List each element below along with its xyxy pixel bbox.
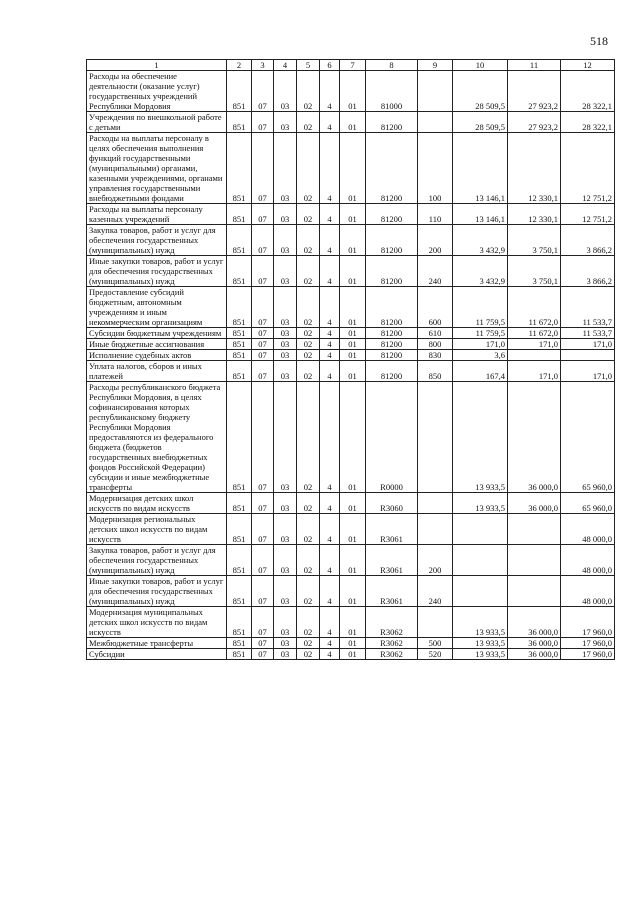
cell-col-5: 02 bbox=[297, 71, 320, 112]
cell-col-5: 02 bbox=[297, 649, 320, 660]
cell-col-2: 851 bbox=[227, 514, 252, 545]
cell-col-11: 11 672,0 bbox=[508, 287, 561, 328]
cell-col-12: 28 322,1 bbox=[561, 112, 615, 133]
cell-col-12: 11 533,7 bbox=[561, 287, 615, 328]
column-header-4: 4 bbox=[274, 60, 297, 71]
cell-col-7: 01 bbox=[340, 361, 366, 382]
cell-col-10 bbox=[453, 576, 508, 607]
cell-col-9: 110 bbox=[418, 204, 453, 225]
cell-col-3: 07 bbox=[252, 328, 274, 339]
cell-col-12: 28 322,1 bbox=[561, 71, 615, 112]
cell-col-7: 01 bbox=[340, 493, 366, 514]
cell-col-9 bbox=[418, 493, 453, 514]
cell-col-11 bbox=[508, 350, 561, 361]
cell-col-12: 12 751,2 bbox=[561, 204, 615, 225]
cell-col-10: 13 146,1 bbox=[453, 204, 508, 225]
cell-col-8: 81200 bbox=[366, 350, 418, 361]
cell-col-10: 13 933,5 bbox=[453, 493, 508, 514]
cell-col-3: 07 bbox=[252, 350, 274, 361]
cell-col-8: 81200 bbox=[366, 256, 418, 287]
table-row bbox=[87, 361, 615, 382]
cell-col-4: 03 bbox=[274, 339, 297, 350]
cell-col-9: 100 bbox=[418, 133, 453, 204]
cell-col-2: 851 bbox=[227, 350, 252, 361]
cell-col-11: 171,0 bbox=[508, 339, 561, 350]
table-row bbox=[87, 204, 615, 225]
cell-col-5: 02 bbox=[297, 256, 320, 287]
cell-col-2: 851 bbox=[227, 339, 252, 350]
cell-col-11: 36 000,0 bbox=[508, 382, 561, 493]
table-row bbox=[87, 576, 615, 607]
cell-col-3: 07 bbox=[252, 256, 274, 287]
cell-col-2: 851 bbox=[227, 112, 252, 133]
cell-col-8: 81000 bbox=[366, 71, 418, 112]
cell-col-3: 07 bbox=[252, 112, 274, 133]
cell-col-11: 36 000,0 bbox=[508, 638, 561, 649]
cell-col-12: 17 960,0 bbox=[561, 607, 615, 638]
cell-col-7: 01 bbox=[340, 649, 366, 660]
column-header-9: 9 bbox=[418, 60, 453, 71]
cell-col-7: 01 bbox=[340, 133, 366, 204]
cell-col-10: 13 933,5 bbox=[453, 649, 508, 660]
cell-col-10: 3 432,9 bbox=[453, 256, 508, 287]
cell-col-10: 171,0 bbox=[453, 339, 508, 350]
table-row bbox=[87, 649, 615, 660]
cell-col-3: 07 bbox=[252, 361, 274, 382]
cell-col-9: 520 bbox=[418, 649, 453, 660]
cell-col-9: 200 bbox=[418, 545, 453, 576]
table-row bbox=[87, 71, 615, 112]
cell-col-4: 03 bbox=[274, 493, 297, 514]
budget-table bbox=[86, 59, 615, 660]
cell-col-11: 3 750,1 bbox=[508, 225, 561, 256]
cell-col-3: 07 bbox=[252, 607, 274, 638]
cell-col-10: 13 933,5 bbox=[453, 382, 508, 493]
cell-col-2: 851 bbox=[227, 576, 252, 607]
cell-col-10: 11 759,5 bbox=[453, 328, 508, 339]
cell-col-2: 851 bbox=[227, 493, 252, 514]
cell-col-2: 851 bbox=[227, 225, 252, 256]
cell-col-8: R3061 bbox=[366, 576, 418, 607]
cell-col-8: 81200 bbox=[366, 361, 418, 382]
cell-col-4: 03 bbox=[274, 638, 297, 649]
cell-col-2: 851 bbox=[227, 133, 252, 204]
cell-col-7: 01 bbox=[340, 514, 366, 545]
cell-col-12: 171,0 bbox=[561, 361, 615, 382]
cell-col-6: 4 bbox=[320, 225, 340, 256]
cell-col-4: 03 bbox=[274, 225, 297, 256]
cell-col-6: 4 bbox=[320, 204, 340, 225]
cell-col-7: 01 bbox=[340, 638, 366, 649]
cell-col-3: 07 bbox=[252, 576, 274, 607]
cell-col-11: 3 750,1 bbox=[508, 256, 561, 287]
cell-col-10 bbox=[453, 514, 508, 545]
cell-col-7: 01 bbox=[340, 328, 366, 339]
cell-col-11 bbox=[508, 545, 561, 576]
column-header-3: 3 bbox=[252, 60, 274, 71]
cell-col-3: 07 bbox=[252, 649, 274, 660]
cell-col-11: 12 330,1 bbox=[508, 204, 561, 225]
cell-col-12 bbox=[561, 350, 615, 361]
cell-col-3: 07 bbox=[252, 545, 274, 576]
table-row bbox=[87, 287, 615, 328]
cell-col-10: 13 933,5 bbox=[453, 607, 508, 638]
row-name-cell: Иные бюджетные ассигнования bbox=[87, 339, 227, 350]
table-row bbox=[87, 607, 615, 638]
cell-col-7: 01 bbox=[340, 112, 366, 133]
table-row bbox=[87, 328, 615, 339]
cell-col-9 bbox=[418, 71, 453, 112]
cell-col-12: 65 960,0 bbox=[561, 493, 615, 514]
cell-col-12: 48 000,0 bbox=[561, 576, 615, 607]
column-header-2: 2 bbox=[227, 60, 252, 71]
cell-col-10: 3 432,9 bbox=[453, 225, 508, 256]
row-name-cell: Закупка товаров, работ и услуг для обеспечения государственных (муниципальных) нужд bbox=[87, 545, 227, 576]
cell-col-9 bbox=[418, 514, 453, 545]
cell-col-10: 13 146,1 bbox=[453, 133, 508, 204]
cell-col-6: 4 bbox=[320, 133, 340, 204]
cell-col-5: 02 bbox=[297, 204, 320, 225]
cell-col-6: 4 bbox=[320, 71, 340, 112]
cell-col-5: 02 bbox=[297, 576, 320, 607]
cell-col-2: 851 bbox=[227, 607, 252, 638]
cell-col-8: R3060 bbox=[366, 493, 418, 514]
cell-col-5: 02 bbox=[297, 545, 320, 576]
cell-col-11: 12 330,1 bbox=[508, 133, 561, 204]
cell-col-5: 02 bbox=[297, 361, 320, 382]
row-name-cell: Расходы на обеспечение деятельности (оказание услуг) государственных учреждений Республики Мордовия bbox=[87, 71, 227, 112]
cell-col-3: 07 bbox=[252, 71, 274, 112]
row-name-cell: Модернизация муниципальных детских школ искусств по видам искусств bbox=[87, 607, 227, 638]
cell-col-4: 03 bbox=[274, 133, 297, 204]
cell-col-10: 11 759,5 bbox=[453, 287, 508, 328]
cell-col-12: 65 960,0 bbox=[561, 382, 615, 493]
cell-col-12: 171,0 bbox=[561, 339, 615, 350]
cell-col-4: 03 bbox=[274, 287, 297, 328]
row-name-cell: Расходы республиканского бюджета Республики Мордовия, в целях софинансирования которых республиканскому бюджету Республики Мордовия предоставляются из федерального бюджета (бюджетов государственных внебюджетных фондов Российской Федерации) субсидии и иные межбюджетные трансферты bbox=[87, 382, 227, 493]
cell-col-12: 3 866,2 bbox=[561, 225, 615, 256]
cell-col-5: 02 bbox=[297, 287, 320, 328]
cell-col-11: 36 000,0 bbox=[508, 649, 561, 660]
cell-col-4: 03 bbox=[274, 350, 297, 361]
table-row bbox=[87, 133, 615, 204]
cell-col-8: 81200 bbox=[366, 133, 418, 204]
cell-col-5: 02 bbox=[297, 328, 320, 339]
cell-col-9: 610 bbox=[418, 328, 453, 339]
cell-col-3: 07 bbox=[252, 133, 274, 204]
cell-col-2: 851 bbox=[227, 204, 252, 225]
cell-col-8: R3062 bbox=[366, 607, 418, 638]
table-row bbox=[87, 339, 615, 350]
cell-col-12: 17 960,0 bbox=[561, 649, 615, 660]
cell-col-8: 81200 bbox=[366, 204, 418, 225]
table-row bbox=[87, 112, 615, 133]
page-number: 518 bbox=[590, 34, 608, 48]
cell-col-2: 851 bbox=[227, 638, 252, 649]
cell-col-12: 11 533,7 bbox=[561, 328, 615, 339]
cell-col-6: 4 bbox=[320, 649, 340, 660]
cell-col-5: 02 bbox=[297, 225, 320, 256]
cell-col-6: 4 bbox=[320, 493, 340, 514]
cell-col-6: 4 bbox=[320, 545, 340, 576]
cell-col-9: 200 bbox=[418, 225, 453, 256]
row-name-cell: Иные закупки товаров, работ и услуг для обеспечения государственных (муниципальных) нужд bbox=[87, 576, 227, 607]
row-name-cell: Уплата налогов, сборов и иных платежей bbox=[87, 361, 227, 382]
cell-col-8: R0000 bbox=[366, 382, 418, 493]
cell-col-6: 4 bbox=[320, 112, 340, 133]
cell-col-4: 03 bbox=[274, 328, 297, 339]
cell-col-5: 02 bbox=[297, 133, 320, 204]
cell-col-4: 03 bbox=[274, 607, 297, 638]
cell-col-4: 03 bbox=[274, 71, 297, 112]
cell-col-11 bbox=[508, 576, 561, 607]
cell-col-7: 01 bbox=[340, 339, 366, 350]
row-name-cell: Предоставление субсидий бюджетным, автономным учреждениям и иным некоммерческим организациям bbox=[87, 287, 227, 328]
cell-col-11: 36 000,0 bbox=[508, 493, 561, 514]
cell-col-4: 03 bbox=[274, 545, 297, 576]
cell-col-11: 11 672,0 bbox=[508, 328, 561, 339]
cell-col-8: R3061 bbox=[366, 514, 418, 545]
cell-col-3: 07 bbox=[252, 514, 274, 545]
cell-col-6: 4 bbox=[320, 287, 340, 328]
cell-col-2: 851 bbox=[227, 361, 252, 382]
cell-col-9: 240 bbox=[418, 576, 453, 607]
table-row bbox=[87, 545, 615, 576]
cell-col-7: 01 bbox=[340, 287, 366, 328]
cell-col-4: 03 bbox=[274, 256, 297, 287]
cell-col-9: 850 bbox=[418, 361, 453, 382]
cell-col-9 bbox=[418, 112, 453, 133]
cell-col-2: 851 bbox=[227, 545, 252, 576]
cell-col-2: 851 bbox=[227, 649, 252, 660]
cell-col-2: 851 bbox=[227, 71, 252, 112]
row-name-cell: Расходы на выплаты персоналу казенных учреждений bbox=[87, 204, 227, 225]
column-header-1: 1 bbox=[87, 60, 227, 71]
cell-col-7: 01 bbox=[340, 256, 366, 287]
row-name-cell: Межбюджетные трансферты bbox=[87, 638, 227, 649]
cell-col-7: 01 bbox=[340, 204, 366, 225]
cell-col-9 bbox=[418, 382, 453, 493]
cell-col-8: 81200 bbox=[366, 287, 418, 328]
column-header-5: 5 bbox=[297, 60, 320, 71]
cell-col-5: 02 bbox=[297, 112, 320, 133]
cell-col-5: 02 bbox=[297, 382, 320, 493]
cell-col-8: 81200 bbox=[366, 328, 418, 339]
cell-col-3: 07 bbox=[252, 493, 274, 514]
table-row bbox=[87, 638, 615, 649]
row-name-cell: Закупка товаров, работ и услуг для обеспечения государственных (муниципальных) нужд bbox=[87, 225, 227, 256]
cell-col-2: 851 bbox=[227, 382, 252, 493]
cell-col-4: 03 bbox=[274, 361, 297, 382]
cell-col-2: 851 bbox=[227, 256, 252, 287]
cell-col-6: 4 bbox=[320, 361, 340, 382]
cell-col-3: 07 bbox=[252, 339, 274, 350]
cell-col-11: 27 923,2 bbox=[508, 112, 561, 133]
cell-col-6: 4 bbox=[320, 576, 340, 607]
row-name-cell: Иные закупки товаров, работ и услуг для обеспечения государственных (муниципальных) нужд bbox=[87, 256, 227, 287]
cell-col-12: 12 751,2 bbox=[561, 133, 615, 204]
row-name-cell: Субсидии бюджетным учреждениям bbox=[87, 328, 227, 339]
cell-col-3: 07 bbox=[252, 225, 274, 256]
cell-col-6: 4 bbox=[320, 328, 340, 339]
cell-col-7: 01 bbox=[340, 225, 366, 256]
cell-col-7: 01 bbox=[340, 607, 366, 638]
column-header-6: 6 bbox=[320, 60, 340, 71]
cell-col-9: 600 bbox=[418, 287, 453, 328]
cell-col-11 bbox=[508, 514, 561, 545]
cell-col-3: 07 bbox=[252, 382, 274, 493]
cell-col-2: 851 bbox=[227, 328, 252, 339]
cell-col-7: 01 bbox=[340, 576, 366, 607]
cell-col-6: 4 bbox=[320, 514, 340, 545]
cell-col-4: 03 bbox=[274, 576, 297, 607]
cell-col-11: 27 923,2 bbox=[508, 71, 561, 112]
cell-col-6: 4 bbox=[320, 638, 340, 649]
row-name-cell: Субсидии bbox=[87, 649, 227, 660]
cell-col-7: 01 bbox=[340, 350, 366, 361]
cell-col-9: 800 bbox=[418, 339, 453, 350]
cell-col-4: 03 bbox=[274, 204, 297, 225]
cell-col-8: R3061 bbox=[366, 545, 418, 576]
cell-col-9 bbox=[418, 607, 453, 638]
cell-col-10: 3,6 bbox=[453, 350, 508, 361]
cell-col-12: 48 000,0 bbox=[561, 514, 615, 545]
column-header-12: 12 bbox=[561, 60, 615, 71]
cell-col-10: 167,4 bbox=[453, 361, 508, 382]
row-name-cell: Расходы на выплаты персоналу в целях обеспечения выполнения функций государственными (муниципальными) органами, казенными учреждениями, органами управления государственными внебюджетными фондами bbox=[87, 133, 227, 204]
cell-col-5: 02 bbox=[297, 638, 320, 649]
cell-col-2: 851 bbox=[227, 287, 252, 328]
column-header-8: 8 bbox=[366, 60, 418, 71]
cell-col-7: 01 bbox=[340, 382, 366, 493]
cell-col-10: 28 509,5 bbox=[453, 112, 508, 133]
cell-col-10: 13 933,5 bbox=[453, 638, 508, 649]
cell-col-10: 28 509,5 bbox=[453, 71, 508, 112]
cell-col-9: 240 bbox=[418, 256, 453, 287]
header-row bbox=[87, 60, 615, 71]
table-body bbox=[87, 71, 615, 660]
cell-col-10 bbox=[453, 545, 508, 576]
cell-col-9: 500 bbox=[418, 638, 453, 649]
column-header-7: 7 bbox=[340, 60, 366, 71]
row-name-cell: Модернизация детских школ искусств по видам искусств bbox=[87, 493, 227, 514]
table-row bbox=[87, 256, 615, 287]
row-name-cell: Учреждения по внешкольной работе с детьми bbox=[87, 112, 227, 133]
row-name-cell: Модернизация региональных детских школ искусств по видам искусств bbox=[87, 514, 227, 545]
cell-col-6: 4 bbox=[320, 256, 340, 287]
cell-col-6: 4 bbox=[320, 382, 340, 493]
cell-col-12: 3 866,2 bbox=[561, 256, 615, 287]
cell-col-6: 4 bbox=[320, 350, 340, 361]
column-header-10: 10 bbox=[453, 60, 508, 71]
table-row bbox=[87, 493, 615, 514]
cell-col-11: 171,0 bbox=[508, 361, 561, 382]
cell-col-5: 02 bbox=[297, 514, 320, 545]
cell-col-3: 07 bbox=[252, 287, 274, 328]
cell-col-5: 02 bbox=[297, 607, 320, 638]
cell-col-6: 4 bbox=[320, 607, 340, 638]
cell-col-8: 81200 bbox=[366, 339, 418, 350]
cell-col-8: 81200 bbox=[366, 225, 418, 256]
cell-col-12: 17 960,0 bbox=[561, 638, 615, 649]
cell-col-3: 07 bbox=[252, 638, 274, 649]
cell-col-6: 4 bbox=[320, 339, 340, 350]
cell-col-4: 03 bbox=[274, 514, 297, 545]
cell-col-8: R3062 bbox=[366, 649, 418, 660]
cell-col-8: R3062 bbox=[366, 638, 418, 649]
cell-col-11: 36 000,0 bbox=[508, 607, 561, 638]
cell-col-7: 01 bbox=[340, 545, 366, 576]
cell-col-3: 07 bbox=[252, 204, 274, 225]
cell-col-7: 01 bbox=[340, 71, 366, 112]
cell-col-5: 02 bbox=[297, 339, 320, 350]
cell-col-8: 81200 bbox=[366, 112, 418, 133]
cell-col-12: 48 000,0 bbox=[561, 545, 615, 576]
cell-col-9: 830 bbox=[418, 350, 453, 361]
table-row bbox=[87, 514, 615, 545]
table-row bbox=[87, 382, 615, 493]
table-row bbox=[87, 350, 615, 361]
cell-col-4: 03 bbox=[274, 649, 297, 660]
column-header-11: 11 bbox=[508, 60, 561, 71]
cell-col-5: 02 bbox=[297, 493, 320, 514]
cell-col-4: 03 bbox=[274, 112, 297, 133]
row-name-cell: Исполнение судебных актов bbox=[87, 350, 227, 361]
cell-col-5: 02 bbox=[297, 350, 320, 361]
cell-col-4: 03 bbox=[274, 382, 297, 493]
table-row bbox=[87, 225, 615, 256]
